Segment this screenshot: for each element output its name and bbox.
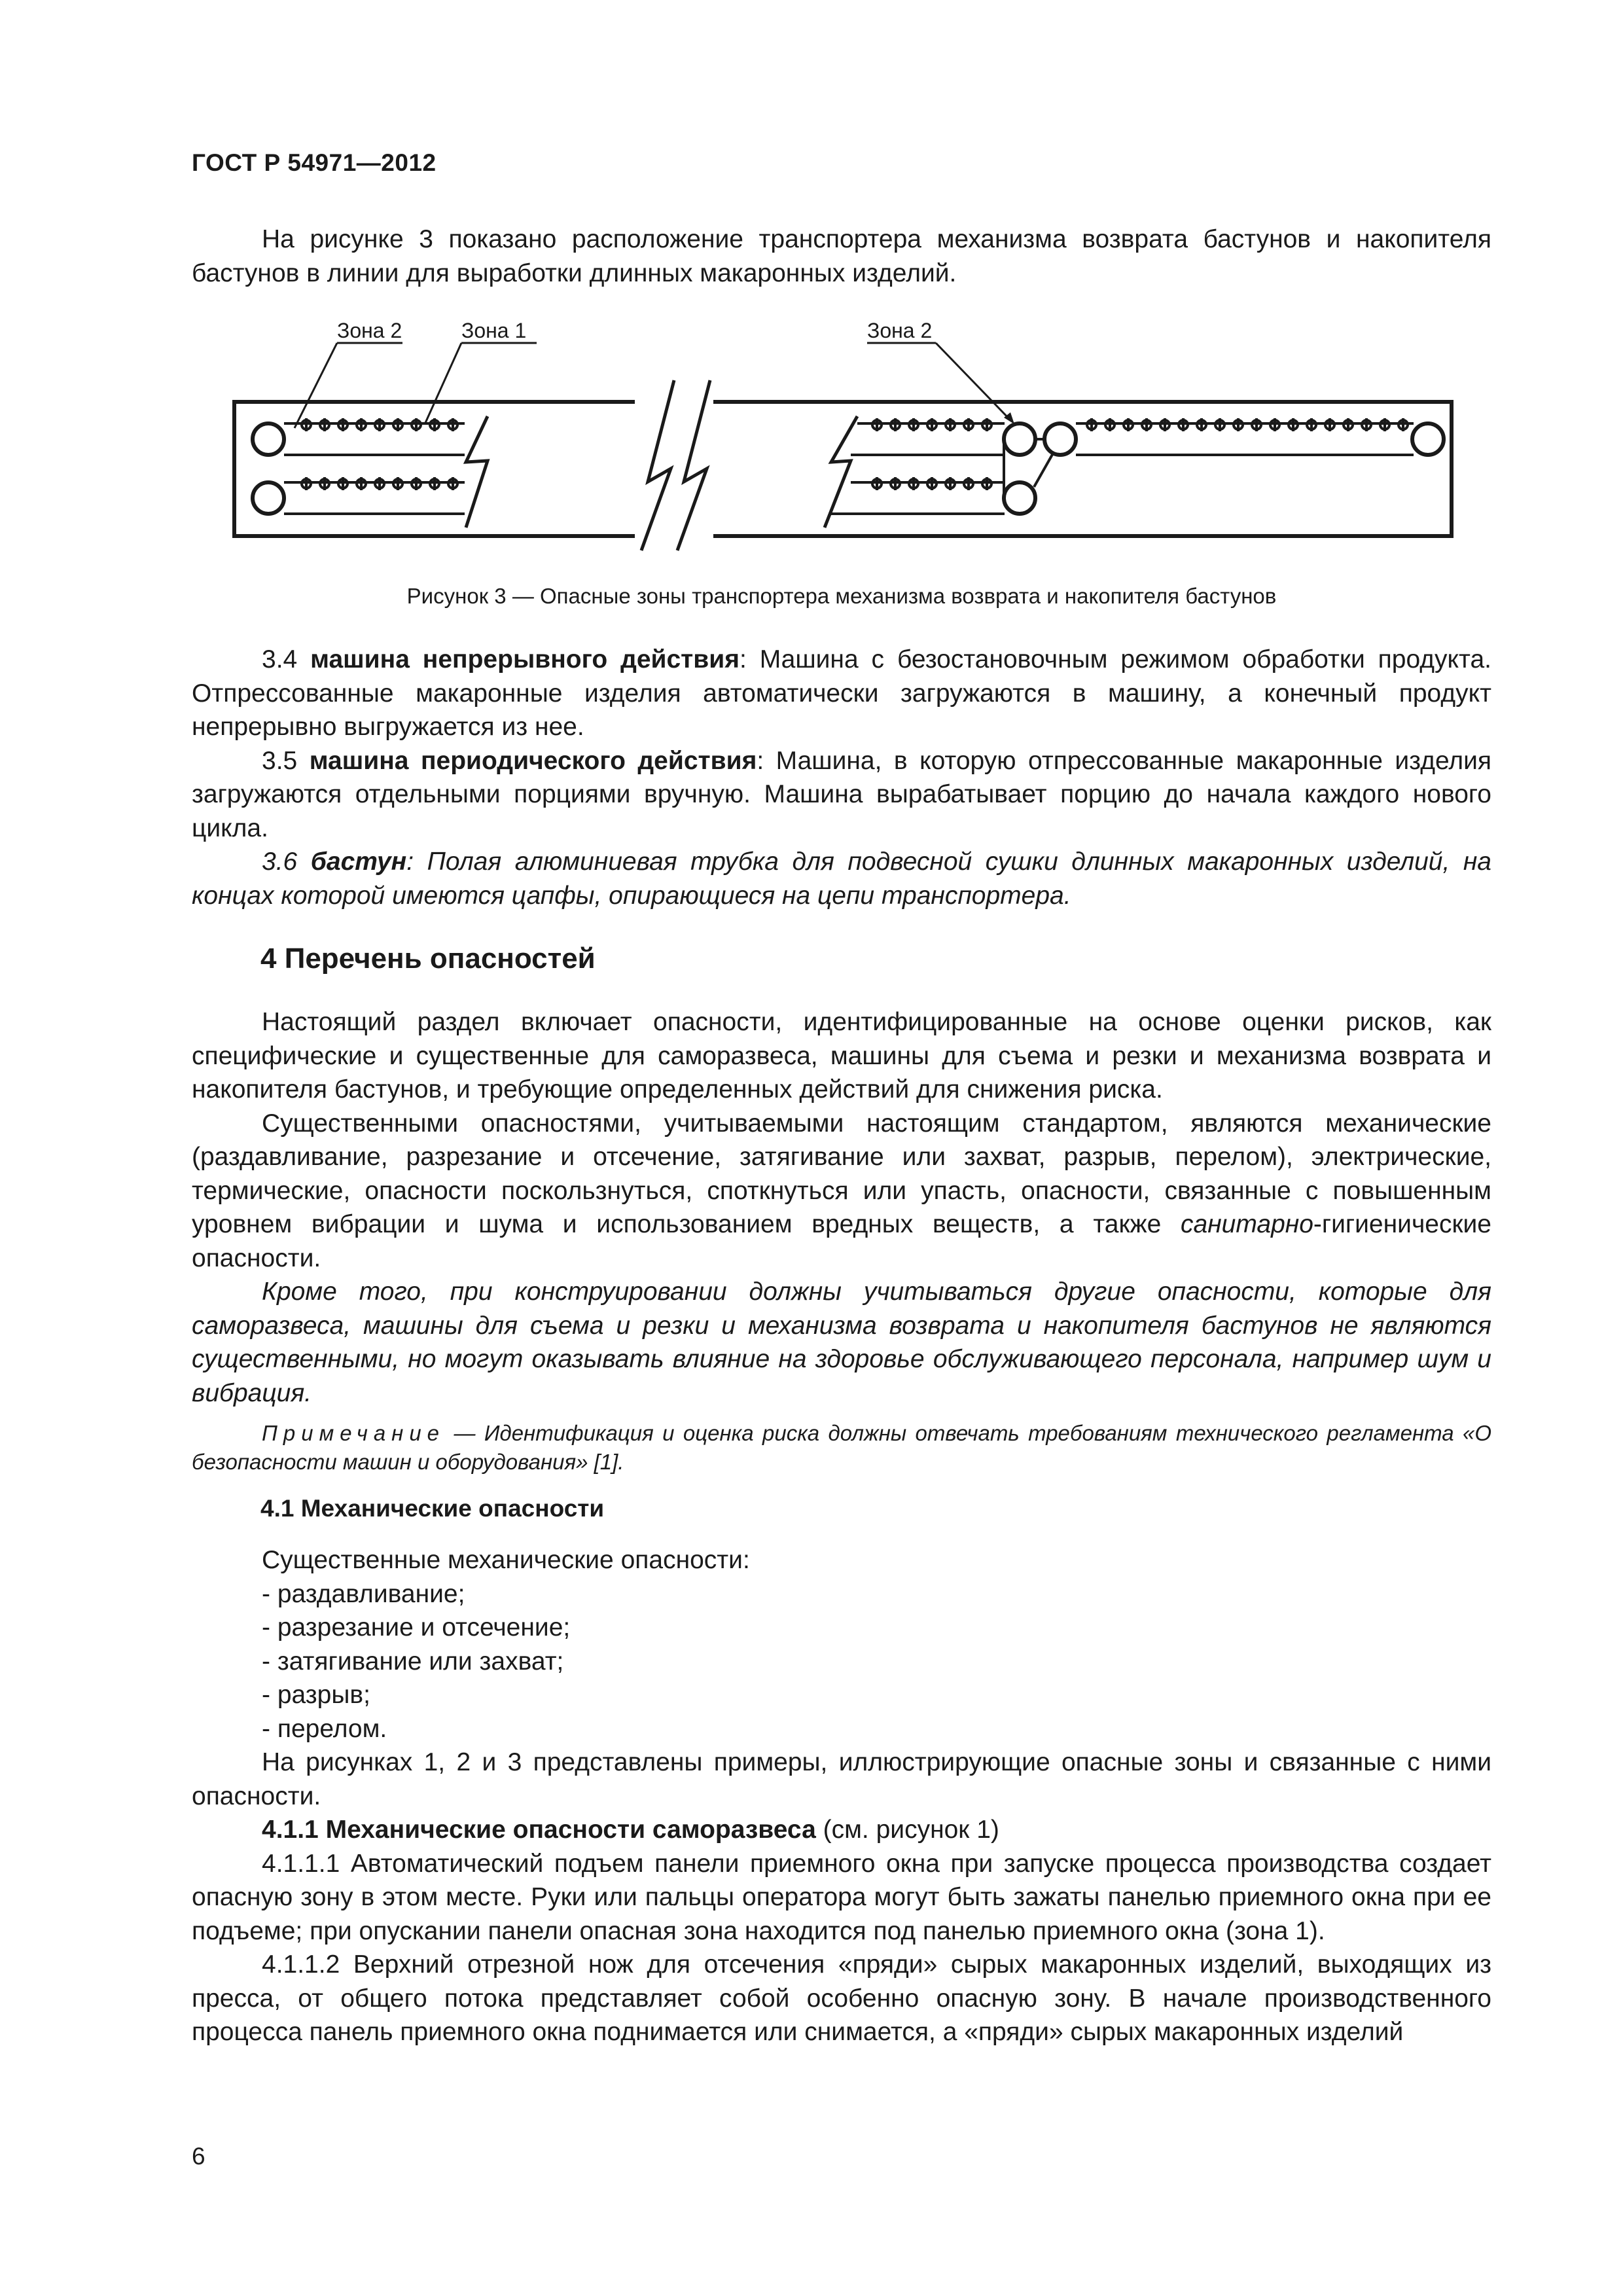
mech-hazard-item: - перелом.: [262, 1714, 387, 1743]
sprocket-left-bottom: [253, 482, 284, 514]
mech-hazard-item: - раздавливание;: [262, 1579, 465, 1608]
intro-paragraph: На рисунке 3 показано расположение транспортера механизма возврата бастунов и накопителя бастунов в линии для выработки длинных макаронных изделий.: [192, 225, 1491, 287]
zone-label-left-1: Зона 1: [461, 319, 527, 342]
mech-hazard-item: - разрезание и отсечение;: [262, 1613, 571, 1641]
pin-rods-right-top: [872, 418, 991, 431]
zone-pointer-left-1: [425, 343, 461, 423]
mech-hazards-intro: Существенные механические опасности:: [262, 1546, 750, 1574]
section-4-title: 4 Перечень опасностей: [260, 942, 596, 975]
pin-rods-left-top: [302, 418, 457, 431]
section-4-paragraph-2: Существенными опасностями, учитываемыми настоящим стандартом, являются механические (раздавливание, разрезание и отсечение, затягивание или захват, разрыв, перелом), электрические, термические, опасности поскользнуться, споткнуться или упасть, опасности, связанные с повышенным уровнем вибрации и шума и использованием вредных веществ, а также санитарно-гигиенические опасности.: [192, 1109, 1491, 1272]
zone-pointer-left-2: [294, 343, 337, 428]
zone-label-left-2: Зона 2: [337, 319, 402, 342]
pin-rods-right-bottom: [872, 477, 991, 490]
section-4-body: [192, 1005, 1491, 1477]
mech-hazard-item: - разрыв;: [262, 1681, 370, 1709]
definition-3-6: 3.6 бастун: Полая алюминиевая трубка для подвесной сушки длинных макаронных изделий, на концах которой имеются цапфы, опирающиеся на цепи транспортера.: [192, 848, 1491, 910]
definition-3-4: 3.4 машина непрерывного действия: Машина с безостановочным режимом обработки продукта. Отпрессованные макаронные изделия автоматически загружаются в машину, а конечный продукт непрерывно выгружается из нее.: [192, 645, 1491, 741]
pin-rods-left-bottom: [302, 477, 457, 490]
zone-pointer-right-2: [936, 343, 1012, 422]
sprocket-return-end: [1412, 423, 1444, 455]
torn-edge-right: [825, 416, 857, 528]
zone-label-right-2: Зона 2: [867, 319, 933, 342]
sprocket-left-top: [253, 423, 284, 455]
section-4-1-1-title: 4.1.1 Механические опасности саморазвеса (см. рисунок 1): [262, 1816, 999, 1844]
figures-reference: На рисунках 1, 2 и 3 представлены примеры, иллюстрирующие опасные зоны и связанные с ними опасности.: [192, 1748, 1491, 1810]
paragraph-4-1-1-2: 4.1.1.2 Верхний отрезной нож для отсечения «пряди» сырых макаронных изделий, выходящих из пресса, от общего потока представляет собой особенно опасную зону. В начале производственного процесса панель приемного окна поднимается или снимается, а «пряди» сырых макаронных изделий: [192, 1950, 1491, 2046]
sprocket-return-start: [1044, 423, 1076, 455]
definition-3-5: 3.5 машина периодического действия: Машина, в которую отпрессованные макаронные изделия загружаются отдельными порциями вручную. Машина вырабатывает порцию до начала каждого нового цикла.: [192, 746, 1492, 842]
sprocket-transfer-bottom: [1004, 482, 1035, 514]
transfer-link-diag: [1034, 452, 1054, 487]
standard-code: ГОСТ Р 54971—2012: [192, 149, 437, 176]
section-4-1-title: 4.1 Механические опасности: [260, 1495, 605, 1522]
section-4-paragraph-1: Настоящий раздел включает опасности, идентифицированные на основе оценки рисков, как специфические и существенные для саморазвеса, машины для съема и резки и механизма возврата и накопителя бастунов, и требующие определенных действий для снижения риска.: [192, 1008, 1491, 1103]
torn-edge-left: [466, 416, 488, 528]
definitions-block: [192, 643, 1491, 912]
page-number: 6: [192, 2143, 205, 2170]
mech-hazard-item: - затягивание или захват;: [262, 1647, 564, 1676]
section-4-note: Примечание — Идентификация и оценка риска должны отвечать требованиям технического регламента «О безопасности машин и оборудования» [1].: [192, 1421, 1491, 1474]
intro-block: [192, 223, 1491, 290]
paragraph-4-1-1-1: 4.1.1.1 Автоматический подъем панели приемного окна при запуске процесса производства создает опасную зону в этом месте. Руки или пальцы оператора могут быть зажаты панелью приемного окна при ее подъеме; при опускании панели опасная зона находится под панелью приемного окна (зона 1).: [192, 1849, 1491, 1945]
sprocket-transfer-top: [1004, 423, 1035, 455]
figure-caption: Рисунок 3 — Опасные зоны транспортера механизма возврата и накопителя бастунов: [406, 584, 1277, 608]
section-4-1-body: [192, 1543, 1491, 2049]
section-4-paragraph-3: Кроме того, при конструировании должны учитываться другие опасности, которые для саморазвеса, машины для съема и резки и механизма возврата и накопителя бастунов не являются существенными, но могут оказывать влияние на здоровье обслуживающего персонала, например шум и вибрация.: [192, 1278, 1491, 1407]
conveyor-figure: [229, 312, 1459, 560]
